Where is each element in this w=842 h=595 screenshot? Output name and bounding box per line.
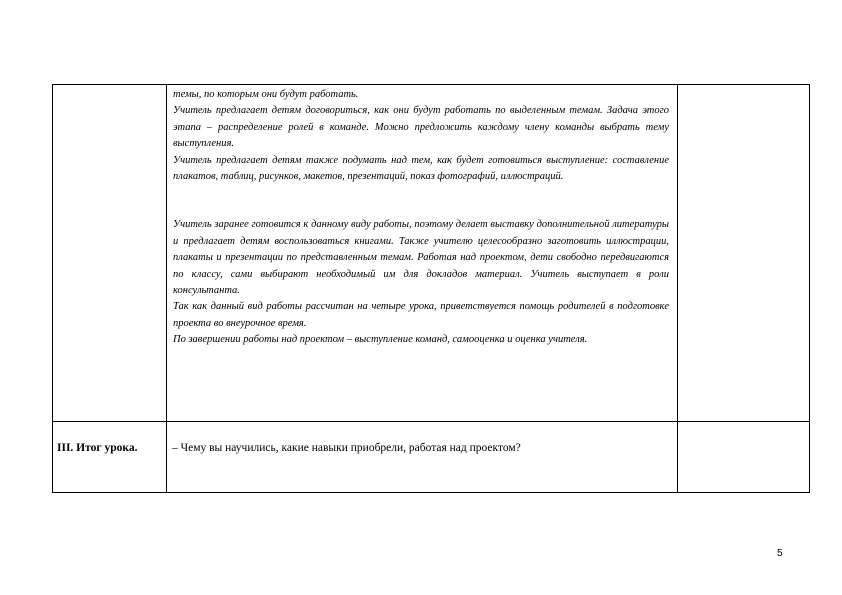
paragraph: Учитель предлагает детям также подумать над тем, как будет готовиться выступление: составление плакатов, таблиц, рисунков, макетов, презентаций, показ фотографий, иллюстраций.: [173, 154, 669, 183]
table-row: [53, 85, 810, 422]
page-number: 5: [777, 548, 783, 559]
lesson-plan-table: [52, 84, 810, 493]
notes-cell: [678, 85, 810, 422]
table-row: [53, 422, 810, 493]
section-label: III. Итог урока.: [57, 442, 138, 454]
paragraph: Учитель заранее готовится к данному виду работы, поэтому делает выставку дополнительной литературы и предлагает детям воспользоваться книгами. Также учителю целесообразно заготовить иллюстрации, плакаты и презентации по представленным темам. Работая над проектом, дети свободно передвигаются по классу, сами выбирают необходимый им для докладов материал. Учитель выступает в роли консультанта.: [173, 219, 669, 297]
activity-text: [167, 85, 677, 349]
activity-cell: [167, 422, 678, 493]
spacer: [173, 185, 669, 217]
paragraph: По завершении работы над проектом – выступление команд, самооценка и оценка учителя.: [173, 334, 588, 346]
paragraph: темы, по которым они будут работать.: [173, 89, 359, 100]
summary-question: – Чему вы научились, какие навыки приобрели, работая над проектом?: [172, 442, 521, 454]
notes-cell: [678, 422, 810, 493]
activity-cell: [167, 85, 678, 422]
stage-cell: [53, 85, 167, 422]
paragraph: Учитель предлагает детям договориться, как они будут работать по выделенным темам. Задача этого этапа – распределение ролей в команде. Можно предложить каждому члену команды выбрать тему выступления.: [173, 105, 669, 150]
paragraph: Так как данный вид работы рассчитан на четыре урока, приветствуется помощь родителей в подготовке проекта во внеурочное время.: [173, 301, 669, 329]
stage-cell: [53, 422, 167, 493]
